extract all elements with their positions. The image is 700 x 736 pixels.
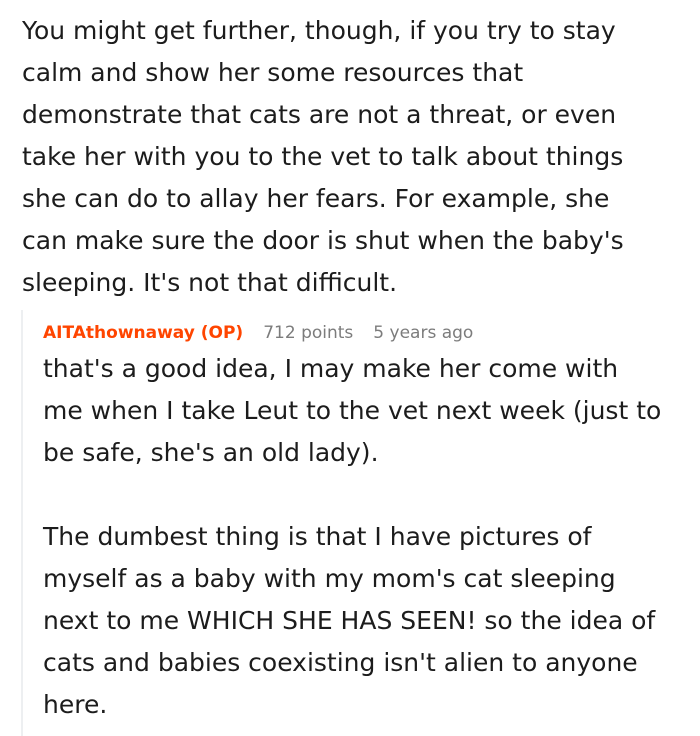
comment-line: here. <box>43 690 108 719</box>
comment-line: take her with you to the vet to talk about things <box>22 142 624 171</box>
comment-line: demonstrate that cats are not a threat, or even <box>22 100 617 129</box>
comment-line: next to me WHICH SHE HAS SEEN! so the idea of <box>43 606 656 635</box>
comment-line: sleeping. It's not that difficult. <box>22 268 398 297</box>
comment-line: The dumbest thing is that I have pictures of <box>43 522 592 551</box>
comment-meta <box>43 318 693 348</box>
comment-line: You might get further, though, if you try to stay <box>22 16 616 45</box>
reply-paragraph <box>43 516 693 726</box>
comment-line: calm and show her some resources that <box>22 58 524 87</box>
comment-line: myself as a baby with my mom's cat sleeping <box>43 564 616 593</box>
reply-paragraph <box>43 348 693 474</box>
comment-line: can make sure the door is shut when the baby's <box>22 226 624 255</box>
timestamp-link[interactable]: 5 years ago <box>373 323 474 343</box>
reply-comment <box>43 318 693 726</box>
parent-comment-body <box>22 10 692 304</box>
comment-line: me when I take Leut to the vet next week (just to <box>43 396 662 425</box>
comment-line: she can do to allay her fears. For example, she <box>22 184 610 213</box>
points-count: 712 points <box>263 323 354 343</box>
comment-line: be safe, she's an old lady). <box>43 438 379 467</box>
comment-line: cats and babies coexisting isn't alien to anyone <box>43 648 638 677</box>
thread-collapse-line[interactable] <box>21 310 23 736</box>
reply-comment-body <box>43 348 693 726</box>
author-link[interactable]: AITAthownaway (OP) <box>43 323 244 343</box>
comment-line: that's a good idea, I may make her come with <box>43 354 619 383</box>
